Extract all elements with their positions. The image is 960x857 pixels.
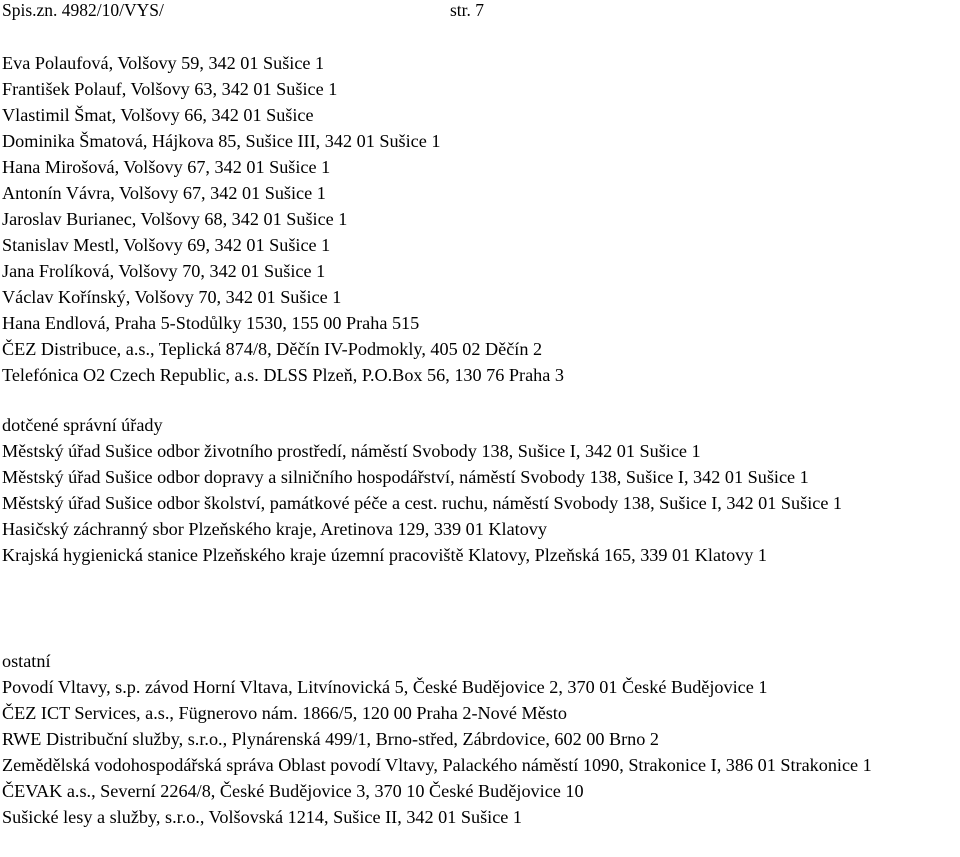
- others-section: [2, 648, 956, 830]
- recipient-line: Václav Kořínský, Volšovy 70, 342 01 Sušice 1: [2, 287, 342, 307]
- other-line: ČEZ ICT Services, a.s., Fügnerovo nám. 1866/5, 120 00 Praha 2-Nové Město: [2, 703, 567, 723]
- recipient-line: Jana Frolíková, Volšovy 70, 342 01 Sušice 1: [2, 261, 326, 281]
- authorities-heading: dotčené správní úřady: [2, 415, 163, 435]
- recipient-line: ČEZ Distribuce, a.s., Teplická 874/8, Děčín IV-Podmokly, 405 02 Děčín 2: [2, 339, 543, 359]
- other-line: ČEVAK a.s., Severní 2264/8, České Budějovice 3, 370 10 České Budějovice 10: [2, 781, 584, 801]
- other-line: Povodí Vltavy, s.p. závod Horní Vltava, Litvínovická 5, České Budějovice 2, 370 01 České Budějovice 1: [2, 677, 768, 697]
- authority-line: Městský úřad Sušice odbor dopravy a silničního hospodářství, náměstí Svobody 138, Sušice I, 342 01 Sušice 1: [2, 467, 809, 487]
- page-header: [2, 0, 952, 20]
- authority-line: Krajská hygienická stanice Plzeňského kraje územní pracoviště Klatovy, Plzeňská 165, 339 01 Klatovy 1: [2, 545, 768, 565]
- authority-line: Městský úřad Sušice odbor školství, památkové péče a cest. ruchu, náměstí Svobody 138, Sušice I, 342 01 Sušice 1: [2, 493, 843, 513]
- recipient-line: Dominika Šmatová, Hájkova 85, Sušice III, 342 01 Sušice 1: [2, 131, 441, 151]
- file-reference: Spis.zn. 4982/10/VYS/: [2, 0, 164, 20]
- recipient-line: Telefónica O2 Czech Republic, a.s. DLSS Plzeň, P.O.Box 56, 130 76 Praha 3: [2, 365, 564, 385]
- authority-line: Hasičský záchranný sbor Plzeňského kraje, Aretinova 129, 339 01 Klatovy: [2, 519, 547, 539]
- recipient-line: František Polauf, Volšovy 63, 342 01 Sušice 1: [2, 79, 338, 99]
- recipient-line: Hana Endlová, Praha 5-Stodůlky 1530, 155 00 Praha 515: [2, 313, 420, 333]
- other-line: RWE Distribuční služby, s.r.o., Plynárenská 499/1, Brno-střed, Zábrdovice, 602 00 Brno 2: [2, 729, 660, 749]
- recipient-line: Eva Polaufová, Volšovy 59, 342 01 Sušice 1: [2, 53, 325, 73]
- recipient-line: Jaroslav Burianec, Volšovy 68, 342 01 Sušice 1: [2, 209, 348, 229]
- recipient-line: Antonín Vávra, Volšovy 67, 342 01 Sušice 1: [2, 183, 326, 203]
- recipient-line: Stanislav Mestl, Volšovy 69, 342 01 Sušice 1: [2, 235, 331, 255]
- authorities-section: [2, 412, 956, 568]
- page-number: str. 7: [450, 0, 485, 20]
- recipient-line: Hana Mirošová, Volšovy 67, 342 01 Sušice 1: [2, 157, 331, 177]
- other-line: Zemědělská vodohospodářská správa Oblast povodí Vltavy, Palackého náměstí 1090, Strakonice I, 386 01 Strakonice 1: [2, 755, 872, 775]
- others-heading: ostatní: [2, 651, 51, 671]
- recipient-list: [2, 50, 956, 388]
- authority-line: Městský úřad Sušice odbor životního prostředí, náměstí Svobody 138, Sušice I, 342 01 Sušice 1: [2, 441, 701, 461]
- recipient-line: Vlastimil Šmat, Volšovy 66, 342 01 Sušice: [2, 105, 314, 125]
- other-line: Sušické lesy a služby, s.r.o., Volšovská 1214, Sušice II, 342 01 Sušice 1: [2, 807, 523, 827]
